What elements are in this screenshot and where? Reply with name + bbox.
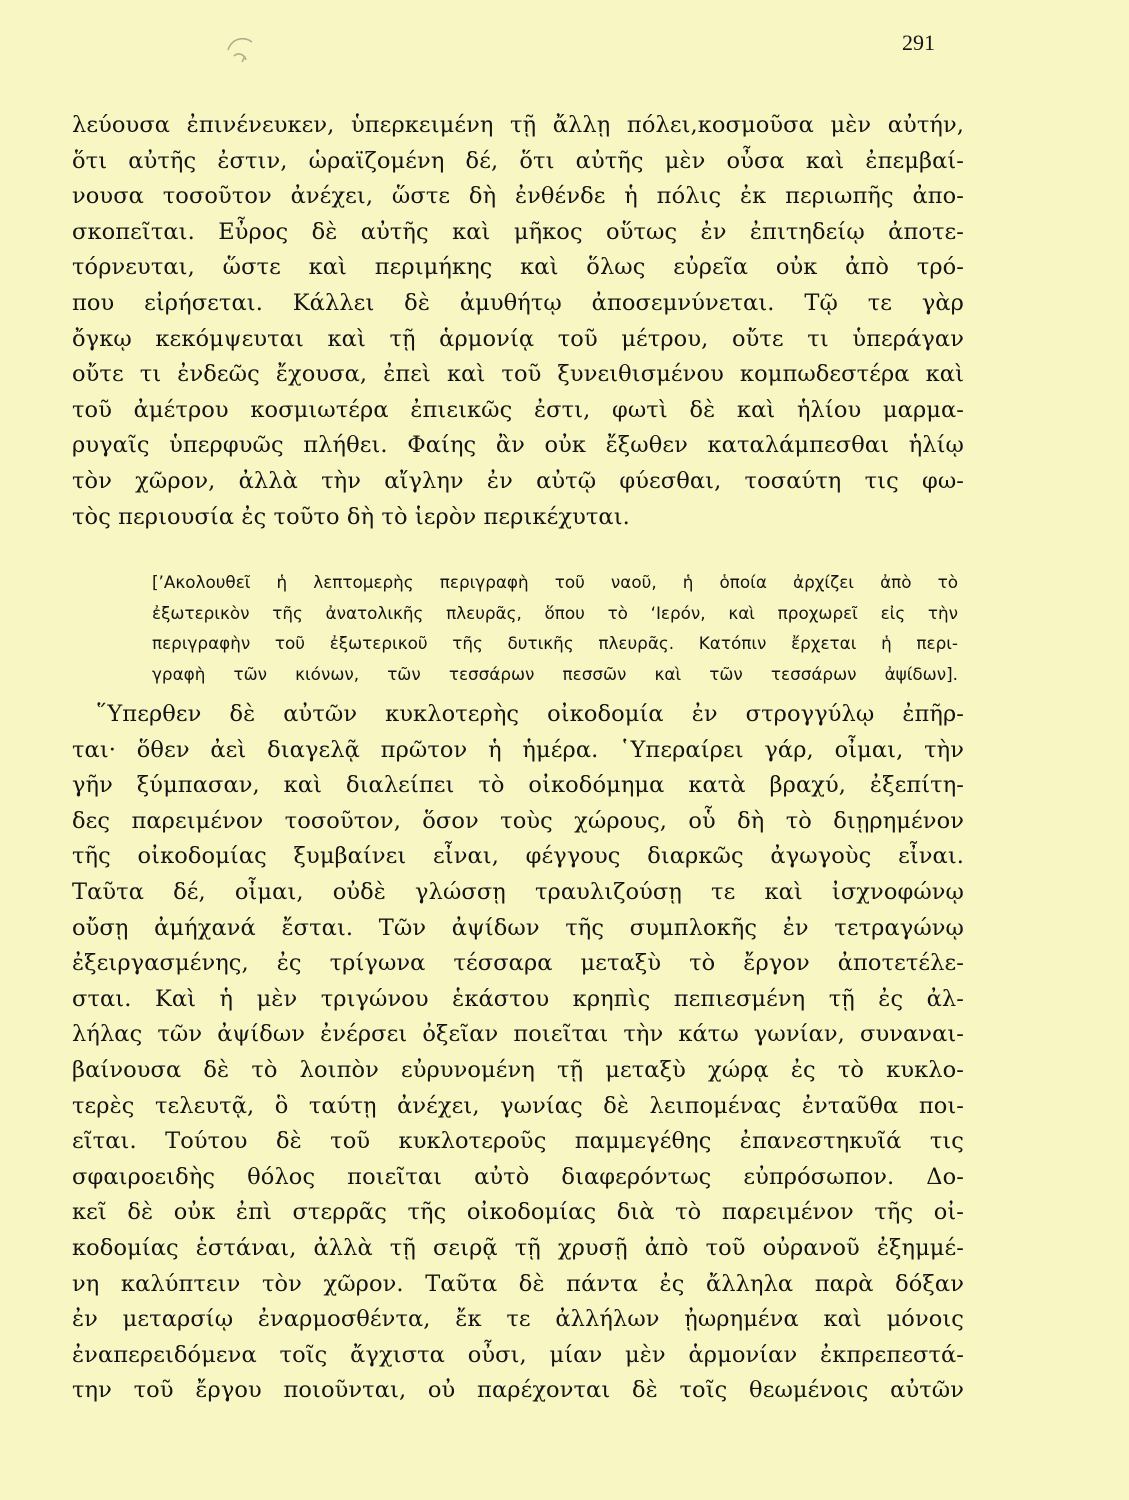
editorial-note (152, 567, 958, 689)
text-line: σται. Καὶ ἡ μὲν τριγώνου ἑκάστου κρηπὶς πεπιεσμένη τῇ ἐς ἀλ- (72, 985, 964, 1012)
text-line: ρυγαῖς ὑπερφυῶς πλήθει. Φαίης ἂν οὐκ ἔξωθεν καταλάμπεσθαι ἡλίῳ (72, 432, 964, 459)
text-line: τερὲς τελευτᾷ, ὃ ταύτῃ ἀνέχει, γωνίας δὲ λειπομένας ἐνταῦθα ποι- (72, 1092, 964, 1119)
text-line: νουσα τοσοῦτον ἀνέχει, ὥστε δὴ ἐνθένδε ἡ πόλις ἐκ περιωπῆς ἀπο- (72, 183, 964, 210)
text-line: ἐξωτερικὸν τῆς ἀνατολικῆς πλευρᾶς, ὅπου τὸ ‘Ιερόν, καὶ προχωρεῖ εἰς τὴν (152, 602, 958, 623)
text-line: εῖται. Τούτου δὲ τοῦ κυκλοτεροῦς παμμεγέθης ἐπανεστηκυῖά τις (72, 1128, 964, 1155)
text-line: γῆν ξύμπασαν, καὶ διαλείπει τὸ οἰκοδόμημα κατὰ βραχύ, ἐξεπίτη- (72, 772, 964, 799)
text-line: ἐν μεταρσίῳ ἐναρμοσθέντα, ἔκ τε ἀλλήλων ᾐωρημένα καὶ μόνοις (72, 1306, 964, 1333)
text-line: την τοῦ ἔργου ποιοῦνται, οὐ παρέχονται δὲ τοῖς θεωμένοις αὐτῶν (72, 1377, 964, 1404)
paragraph-2 (72, 697, 964, 1409)
text-line: ἐξειργασμένης, ἐς τρίγωνα τέσσαρα μεταξὺ τὸ ἔργον ἀποτετέλε- (72, 950, 964, 977)
text-line: τόρνευται, ὥστε καὶ περιμήκης καὶ ὅλως εὐρεῖα οὐκ ἀπὸ τρό- (72, 254, 964, 281)
text-line: σκοπεῖται. Εὖρος δὲ αὐτῆς καὶ μῆκος οὕτως ἐν ἐπιτηδείῳ ἀποτε- (72, 218, 964, 245)
paragraph-1 (72, 108, 964, 535)
text-line: [’Ακολουθεῖ ἡ λεπτομερὴς περιγραφὴ τοῦ ναοῦ, ἡ ὁποία ἀρχίζει ἀπὸ τὸ (152, 572, 958, 592)
text-line: ῞Υπερθεν δὲ αὐτῶν κυκλοτερὴς οἰκοδομία ἐν στρογγύλῳ ἐπῆρ- (96, 701, 964, 727)
text-line: σφαιροειδὴς θόλος ποιεῖται αὐτὸ διαφερόντως εὐπρόσωπον. Δο- (72, 1163, 964, 1190)
text-line: οὔτε τι ἐνδεῶς ἔχουσα, ἐπεὶ καὶ τοῦ ξυνειθισμένου κομπωδεστέρα καὶ (72, 361, 964, 388)
text-line: λήλας τῶν ἀψίδων ἐνέρσει ὀξεῖαν ποιεῖται τὴν κάτω γωνίαν, συναναι- (72, 1021, 964, 1048)
text-line: που εἰρήσεται. Κάλλει δὲ ἀμυθήτῳ ἀποσεμνύνεται. Τῷ τε γὰρ (72, 289, 964, 316)
text-line: τὸν χῶρον, ἀλλὰ τὴν αἴγλην ἐν αὐτῷ φύεσθαι, τοσαύτη τις φω- (72, 467, 964, 494)
text-line: περιγραφὴν τοῦ ἐξωτερικοῦ τῆς δυτικῆς πλευρᾶς. Κατόπιν ἔρχεται ἡ περι- (152, 633, 958, 653)
text-line: κεῖ δὲ οὐκ ἐπὶ στερρᾶς τῆς οἰκοδομίας διὰ τὸ παρειμένον τῆς οἰ- (72, 1199, 964, 1226)
text-line: ὄγκῳ κεκόμψευται καὶ τῇ ἁρμονίᾳ τοῦ μέτρου, οὔτε τι ὑπεράγαν (72, 325, 964, 352)
text-line: τὸς περιουσία ἐς τοῦτο δὴ τὸ ἱερὸν περικέχυται. (72, 503, 630, 530)
text-line: δες παρειμένον τοσοῦτον, ὅσον τοὺς χώρους, οὗ δὴ τὸ διῃρημένον (72, 807, 964, 834)
text-line: βαίνουσα δὲ τὸ λοιπὸν εὐρυνομένη τῇ μεταξὺ χώρᾳ ἐς τὸ κυκλο- (72, 1056, 964, 1083)
text-line: ται· ὅθεν ἀεὶ διαγελᾷ πρῶτον ἡ ἡμέρα. ῾Υπεραίρει γάρ, οἶμαι, τὴν (72, 736, 964, 763)
text-line: γραφὴ τῶν κιόνων, τῶν τεσσάρων πεσσῶν καὶ τῶν τεσσάρων ἀψίδων]. (152, 663, 958, 684)
text-line: τοῦ ἀμέτρου κοσμιωτέρα ἐπιεικῶς ἐστι, φωτὶ δὲ καὶ ἡλίου μαρμα- (72, 396, 964, 423)
text-line: κοδομίας ἑστάναι, ἀλλὰ τῇ σειρᾷ τῇ χρυσῇ ἀπὸ τοῦ οὐρανοῦ ἐξημμέ- (72, 1234, 964, 1261)
pencil-mark-icon (222, 30, 262, 70)
text-line: νη καλύπτειν τὸν χῶρον. Ταῦτα δὲ πάντα ἐς ἄλληλα παρὰ δόξαν (72, 1270, 964, 1297)
page-number: 291 (902, 30, 935, 55)
text-line: οὔσῃ ἀμήχανά ἔσται. Τῶν ἀψίδων τῆς συμπλοκῆς ἐν τετραγώνῳ (72, 914, 964, 941)
text-line: τῆς οἰκοδομίας ξυμβαίνει εἶναι, φέγγους διαρκῶς ἀγωγοὺς εἶναι. (72, 843, 964, 870)
text-line: λεύουσα ἐπινένευκεν, ὑπερκειμένη τῇ ἄλλῃ πόλει,κοσμοῦσα μὲν αὐτήν, (72, 112, 964, 138)
text-line: ὅτι αὐτῆς ἐστιν, ὡραϊζομένη δέ, ὅτι αὐτῆς μὲν οὖσα καὶ ἐπεμβαί- (72, 147, 964, 174)
text-line: Ταῦτα δέ, οἶμαι, οὐδὲ γλώσσῃ τραυλιζούσῃ τε καὶ ἰσχνοφώνῳ (72, 878, 964, 905)
text-line: ἐναπερειδόμενα τοῖς ἄγχιστα οὖσι, μίαν μὲν ἁρμονίαν ἐκπρεπεστά- (72, 1341, 964, 1368)
